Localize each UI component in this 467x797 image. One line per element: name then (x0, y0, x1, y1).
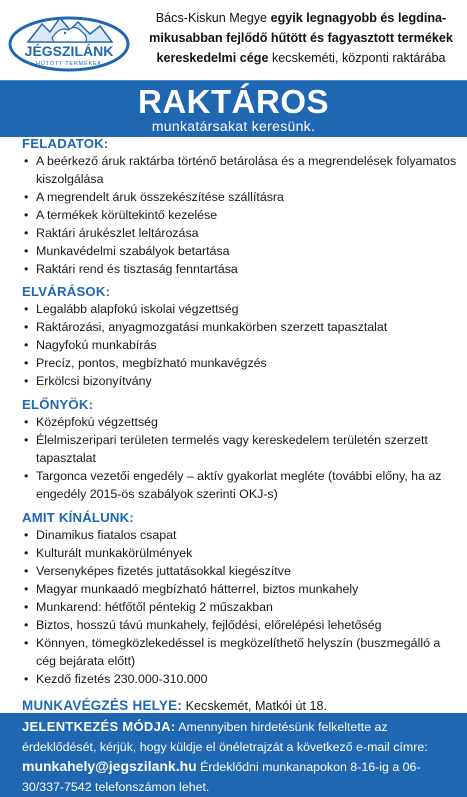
intro-part-2: egyik legnagyobb és legdina-mikusabban fejlődő hűtött és fagyasztott termékek kereskedelmi cége (149, 11, 453, 65)
offer-list (22, 526, 462, 688)
application-label: JELENTKEZÉS MÓDJA: (22, 719, 176, 734)
logo-graphic (8, 8, 130, 72)
list-item: • Munkavédelmi szabályok betartása (24, 244, 230, 258)
section-feladatok (22, 136, 462, 278)
title-banner (0, 80, 467, 137)
list-item: • Raktári rend és tisztaság fenntartása (24, 262, 238, 276)
list-item: • A termékek körültekintő kezelése (24, 208, 218, 222)
intro-text (142, 8, 460, 68)
list-item: • Versenyképes fizetés juttatásokkal kiegészítve (24, 564, 291, 578)
workplace-label: MUNKAVÉGZÉS HELYE: (22, 698, 183, 713)
application-text-2: Érdeklődni munkanapokon 8-16-ig a 06-30/337-7542 telefonszámon lehet. (22, 760, 421, 794)
application-text (22, 717, 454, 797)
section-elvarasok (22, 284, 462, 390)
intro-part-3: kecskeméti, központi raktárába (268, 51, 446, 65)
section-title: ELŐNYÖK: (22, 397, 94, 412)
section-title: ELVÁRÁSOK: (22, 284, 111, 299)
header (0, 0, 467, 80)
task-list (22, 152, 462, 278)
list-item: • Élelmiszeripari területen termelés vagy kereskedelem területén szerzett tapasztalat (24, 433, 428, 465)
requirement-list (22, 300, 462, 390)
list-item: • Raktári árukészlet leltározása (24, 226, 199, 240)
intro-part-1: Bács-Kiskun Megye (155, 11, 271, 25)
list-item: • Precíz, pontos, megbízható munkavégzés (24, 356, 267, 370)
list-item: • Nagyfokú munkabírás (24, 338, 157, 352)
list-item: • Biztos, hosszú távú munkahely, fejlődési, előrelépési lehetőség (24, 618, 382, 632)
list-item: • Kezdő fizetés 230.000-310.000 (24, 672, 208, 686)
section-title: AMIT KÍNÁLUNK: (22, 510, 134, 525)
job-subtitle: munkatársakat keresünk. (151, 118, 316, 134)
list-item: • Legalább alapfokú iskolai végzettség (24, 302, 239, 316)
list-item: • Dinamikus fiatalos csapat (24, 528, 177, 542)
section-title: FELADATOK: (22, 136, 109, 151)
list-item: • Középfokú végzettség (24, 415, 158, 429)
company-logo (8, 8, 130, 72)
job-title: RAKTÁROS (138, 83, 329, 120)
list-item: • Erkölcsi bizonyítvány (24, 374, 152, 388)
list-item: • Targonca vezetői engedély – aktív gyakorlat megléte (további előny, ha az engedély 2015-ös szabályok szerinti OKJ-s) (24, 469, 442, 501)
email-link[interactable]: munkahely@jegszilank.hu (22, 758, 197, 775)
workplace-value: Kecskemét, Matkói út 18. (182, 699, 328, 713)
advantage-list (22, 413, 462, 503)
list-item: • A beérkező áruk raktárba történő betárolása és a megrendelések folyamatos kiszolgálása (24, 154, 457, 186)
list-item: • Raktározási, anyagmozgatási munkakörben szerzett tapasztalat (24, 320, 388, 334)
application-footer (0, 713, 467, 797)
logo-text: JÉGSZILÁNK (24, 43, 114, 59)
logo-subtext: HŰTŐTT TERMÉKEK (36, 61, 102, 67)
section-elonyok (22, 397, 462, 503)
section-amit-kinalunk (22, 510, 462, 688)
list-item: • Kulturált munkakörülmények (24, 546, 193, 560)
list-item: • A megrendelt áruk összekészítése szállításra (24, 190, 284, 204)
list-item: • Könnyen, tömegközlekedéssel is megközelíthető helyszín (buszmegálló a cég bejárata előtt) (24, 636, 441, 668)
list-item: • Magyar munkaadó megbízható hátterrel, biztos munkahely (24, 582, 359, 596)
list-item: • Munkarend: hétfőtől péntekig 2 műszakban (24, 600, 273, 614)
application-text-1: Amennyiben hirdetésünk felkeltette az érdeklődését, kérjük, hogy küldje el önéletrajzát a következő e-mail címre: (22, 720, 428, 754)
